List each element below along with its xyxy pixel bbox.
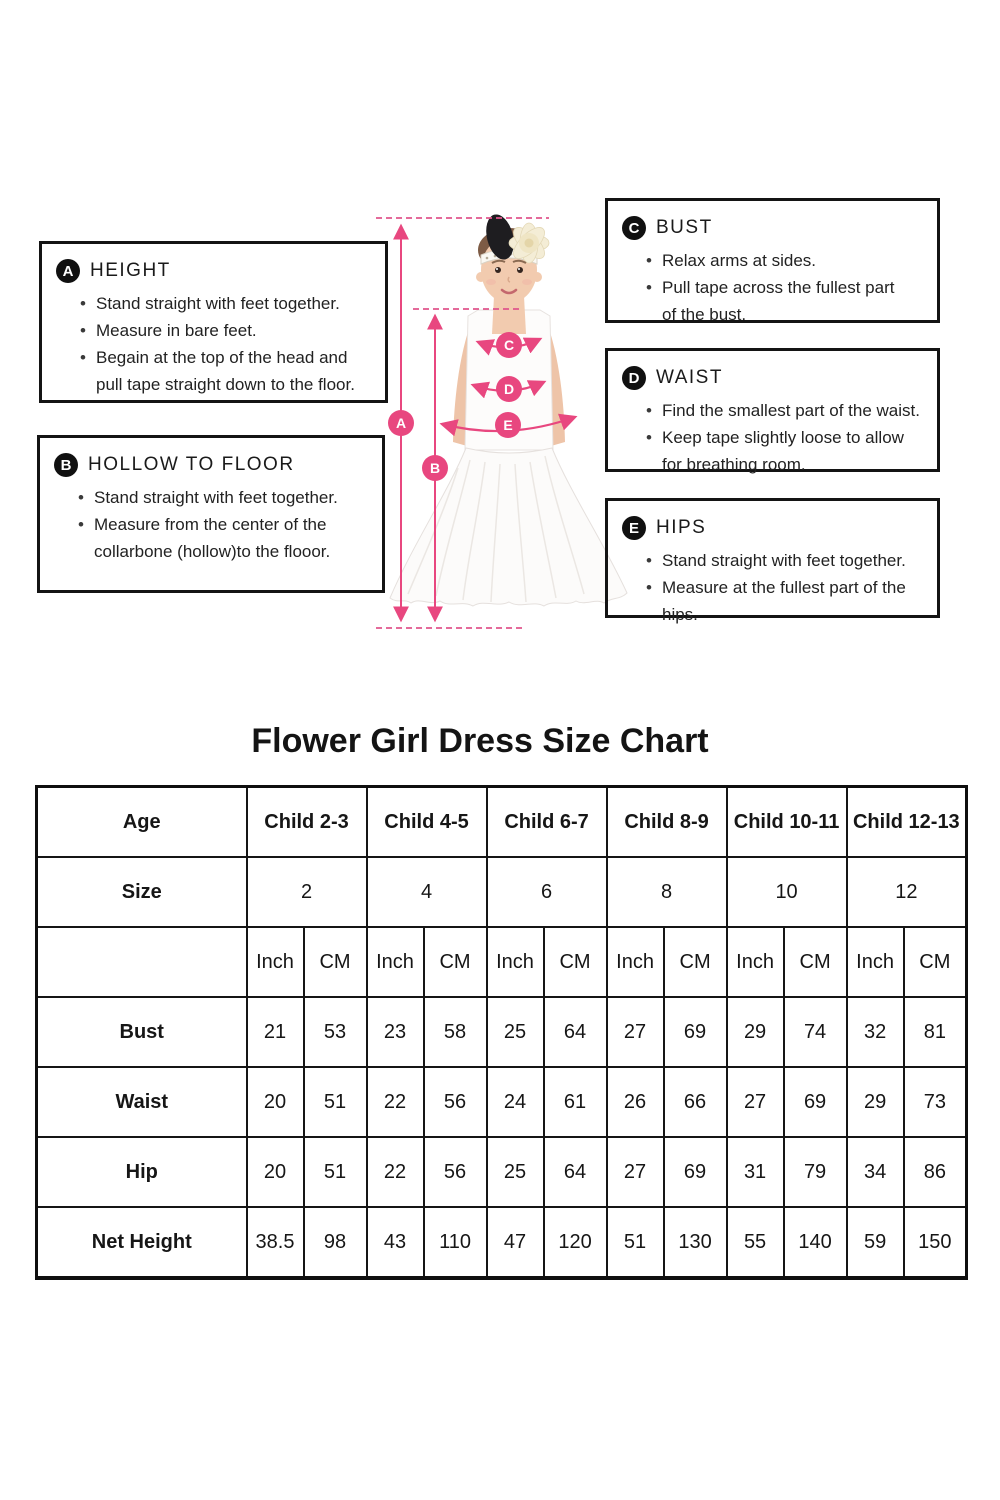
measurement-row xyxy=(37,997,967,1067)
bullet-text: Measure at the fullest part of the xyxy=(662,578,906,597)
bullet-line-continuation xyxy=(646,451,929,478)
instruction-header xyxy=(622,216,929,240)
measurement-value: 22 xyxy=(367,1137,424,1207)
instruction-bullets-height xyxy=(80,290,377,398)
measurement-value: 110 xyxy=(424,1207,487,1278)
age-row-label: Age xyxy=(37,787,247,858)
bullet-line-continuation xyxy=(78,538,374,565)
measurement-value: 34 xyxy=(847,1137,904,1207)
bullet-dot-icon: • xyxy=(646,578,652,597)
instruction-bullets-bust xyxy=(646,247,929,328)
measurement-value: 73 xyxy=(904,1067,967,1137)
measurement-value: 32 xyxy=(847,997,904,1067)
unit-label: CM xyxy=(304,927,367,997)
bullet-line xyxy=(80,290,377,317)
measurement-row-label: Net Height xyxy=(37,1207,247,1278)
badge-c xyxy=(496,332,522,358)
unit-label: CM xyxy=(784,927,847,997)
measurement-value: 20 xyxy=(247,1137,304,1207)
measurement-value: 58 xyxy=(424,997,487,1067)
instruction-title-height: HEIGHT xyxy=(90,260,171,281)
measurement-row xyxy=(37,1207,967,1278)
bullet-text: Stand straight with feet together. xyxy=(662,551,906,570)
circle-a-icon: A xyxy=(56,259,80,283)
measurement-value: 38.5 xyxy=(247,1207,304,1278)
measurement-row-label: Hip xyxy=(37,1137,247,1207)
measurement-value: 64 xyxy=(544,997,607,1067)
unit-label: Inch xyxy=(847,927,904,997)
unit-label: Inch xyxy=(247,927,304,997)
page-title: Flower Girl Dress Size Chart xyxy=(251,722,709,760)
bullet-line xyxy=(646,574,929,601)
measurement-value: 51 xyxy=(607,1207,664,1278)
circle-d-icon: D xyxy=(622,366,646,390)
bullet-line xyxy=(646,397,929,424)
badge-a-letter: A xyxy=(395,415,407,431)
measurement-value: 56 xyxy=(424,1137,487,1207)
bullet-dot-icon: • xyxy=(646,401,652,420)
instruction-title-waist: WAIST xyxy=(656,367,723,388)
instruction-title-hips: HIPS xyxy=(656,517,707,538)
girl-illustration xyxy=(390,212,627,606)
measurement-value: 79 xyxy=(784,1137,847,1207)
size-value: 6 xyxy=(487,857,607,927)
measurement-value: 43 xyxy=(367,1207,424,1278)
size-value: 4 xyxy=(367,857,487,927)
bullet-text: Begain at the top of the head and xyxy=(96,348,348,367)
measurement-row-label: Waist xyxy=(37,1067,247,1137)
bullet-line xyxy=(78,511,374,538)
bullet-dot-icon: • xyxy=(80,294,86,313)
unit-label: CM xyxy=(544,927,607,997)
age-column-header: Child 6-7 xyxy=(487,787,607,858)
size-value: 2 xyxy=(247,857,367,927)
badge-c-letter: C xyxy=(503,337,515,353)
unit-label: CM xyxy=(424,927,487,997)
age-column-header: Child 2-3 xyxy=(247,787,367,858)
instruction-title-hollow: HOLLOW TO FLOOR xyxy=(88,454,295,475)
badge-a xyxy=(388,410,414,436)
badge-d xyxy=(496,376,522,402)
age-column-header: Child 10-11 xyxy=(727,787,847,858)
badge-d-letter: D xyxy=(503,381,515,397)
badge-e-letter: E xyxy=(503,417,513,433)
measurement-value: 29 xyxy=(727,997,784,1067)
bullet-line xyxy=(646,547,929,574)
measurement-value: 24 xyxy=(487,1067,544,1137)
circle-b-icon: B xyxy=(54,453,78,477)
bullet-line xyxy=(78,484,374,511)
bullet-dot-icon: • xyxy=(646,278,652,297)
size-value: 10 xyxy=(727,857,847,927)
bullet-text: Find the smallest part of the waist. xyxy=(662,401,920,420)
bullet-text: Pull tape across the fullest part xyxy=(662,278,895,297)
instruction-box-height xyxy=(39,241,388,403)
unit-label: Inch xyxy=(727,927,784,997)
measurement-value: 120 xyxy=(544,1207,607,1278)
bullet-dot-icon: • xyxy=(646,551,652,570)
measurement-value: 23 xyxy=(367,997,424,1067)
measurement-value: 47 xyxy=(487,1207,544,1278)
bullet-text: Measure from the center of the xyxy=(94,515,327,534)
instruction-header xyxy=(622,516,929,540)
instruction-box-hollow-to-floor xyxy=(37,435,385,593)
measurement-value: 150 xyxy=(904,1207,967,1278)
instruction-header xyxy=(622,366,929,390)
instruction-title-bust: BUST xyxy=(656,217,713,238)
instruction-bullets-waist xyxy=(646,397,929,478)
measurement-row xyxy=(37,1067,967,1137)
measurement-value: 81 xyxy=(904,997,967,1067)
unit-label: Inch xyxy=(367,927,424,997)
measurement-row-label: Bust xyxy=(37,997,247,1067)
measurement-value: 31 xyxy=(727,1137,784,1207)
measurement-value: 29 xyxy=(847,1067,904,1137)
instruction-box-hips xyxy=(605,498,940,624)
measurement-value: 130 xyxy=(664,1207,727,1278)
age-column-header: Child 8-9 xyxy=(607,787,727,858)
bullet-dot-icon: • xyxy=(646,251,652,270)
bullet-text: Keep tape slightly loose to allow xyxy=(662,428,904,447)
flower xyxy=(508,222,549,263)
bullet-text: Measure in bare feet. xyxy=(96,321,257,340)
age-column-header: Child 12-13 xyxy=(847,787,967,858)
measurement-row xyxy=(37,1137,967,1207)
age-column-header: Child 4-5 xyxy=(367,787,487,858)
measurement-value: 27 xyxy=(607,997,664,1067)
age-row xyxy=(37,787,967,858)
unit-label: Inch xyxy=(487,927,544,997)
bullet-text: Stand straight with feet together. xyxy=(94,488,338,507)
measurement-value: 55 xyxy=(727,1207,784,1278)
measurement-value: 66 xyxy=(664,1067,727,1137)
measurement-value: 61 xyxy=(544,1067,607,1137)
bullet-text: hips. xyxy=(662,605,698,624)
measurement-value: 64 xyxy=(544,1137,607,1207)
measurement-value: 27 xyxy=(607,1137,664,1207)
measurement-value: 21 xyxy=(247,997,304,1067)
measurement-value: 69 xyxy=(664,1137,727,1207)
instruction-bullets-hollow xyxy=(78,484,374,565)
bullet-line xyxy=(646,247,929,274)
unit-label: CM xyxy=(904,927,967,997)
bullet-text: Relax arms at sides. xyxy=(662,251,816,270)
circle-c-icon: C xyxy=(622,216,646,240)
measurement-value: 51 xyxy=(304,1137,367,1207)
bullet-text: Stand straight with feet together. xyxy=(96,294,340,313)
size-row xyxy=(37,857,967,927)
badge-b xyxy=(422,455,448,481)
size-chart-table xyxy=(35,785,968,1280)
measurement-value: 69 xyxy=(664,997,727,1067)
measurement-value: 53 xyxy=(304,997,367,1067)
bullet-dot-icon: • xyxy=(80,348,86,367)
measurement-value: 51 xyxy=(304,1067,367,1137)
bullet-dot-icon: • xyxy=(78,488,84,507)
bullet-line xyxy=(646,424,929,451)
measurement-value: 98 xyxy=(304,1207,367,1278)
measurement-value: 20 xyxy=(247,1067,304,1137)
badge-b-letter: B xyxy=(429,460,441,476)
bullet-text: pull tape straight down to the floor. xyxy=(96,375,355,394)
bullet-dot-icon: • xyxy=(646,428,652,447)
bullet-line xyxy=(80,317,377,344)
measurement-value: 74 xyxy=(784,997,847,1067)
size-value: 12 xyxy=(847,857,967,927)
unit-label: CM xyxy=(664,927,727,997)
measurement-value: 59 xyxy=(847,1207,904,1278)
instruction-box-bust xyxy=(605,198,940,323)
bullet-text: collarbone (hollow)to the flooor. xyxy=(94,542,331,561)
badge-e xyxy=(495,412,521,438)
measurement-value: 26 xyxy=(607,1067,664,1137)
unit-row xyxy=(37,927,967,997)
bullet-line-continuation xyxy=(646,301,929,328)
unit-row-empty-cell xyxy=(37,927,247,997)
bullet-dot-icon: • xyxy=(78,515,84,534)
unit-label: Inch xyxy=(607,927,664,997)
bullet-dot-icon: • xyxy=(80,321,86,340)
measurement-value: 25 xyxy=(487,1137,544,1207)
instruction-bullets-hips xyxy=(646,547,929,628)
bullet-text: of the bust. xyxy=(662,305,747,324)
measurement-value: 56 xyxy=(424,1067,487,1137)
circle-e-icon: E xyxy=(622,516,646,540)
instruction-box-waist xyxy=(605,348,940,472)
instruction-header xyxy=(54,453,374,477)
size-chart-table-body xyxy=(37,787,967,1279)
instruction-header xyxy=(56,259,377,283)
bullet-line-continuation xyxy=(646,601,929,628)
bullet-line xyxy=(646,274,929,301)
measurement-value: 86 xyxy=(904,1137,967,1207)
bullet-line-continuation xyxy=(80,371,377,398)
measurement-value: 22 xyxy=(367,1067,424,1137)
measurement-value: 69 xyxy=(784,1067,847,1137)
size-row-label: Size xyxy=(37,857,247,927)
bullet-text: for breathing room. xyxy=(662,455,806,474)
measurement-value: 25 xyxy=(487,997,544,1067)
size-value: 8 xyxy=(607,857,727,927)
bullet-line xyxy=(80,344,377,371)
measurement-value: 140 xyxy=(784,1207,847,1278)
measurement-value: 27 xyxy=(727,1067,784,1137)
